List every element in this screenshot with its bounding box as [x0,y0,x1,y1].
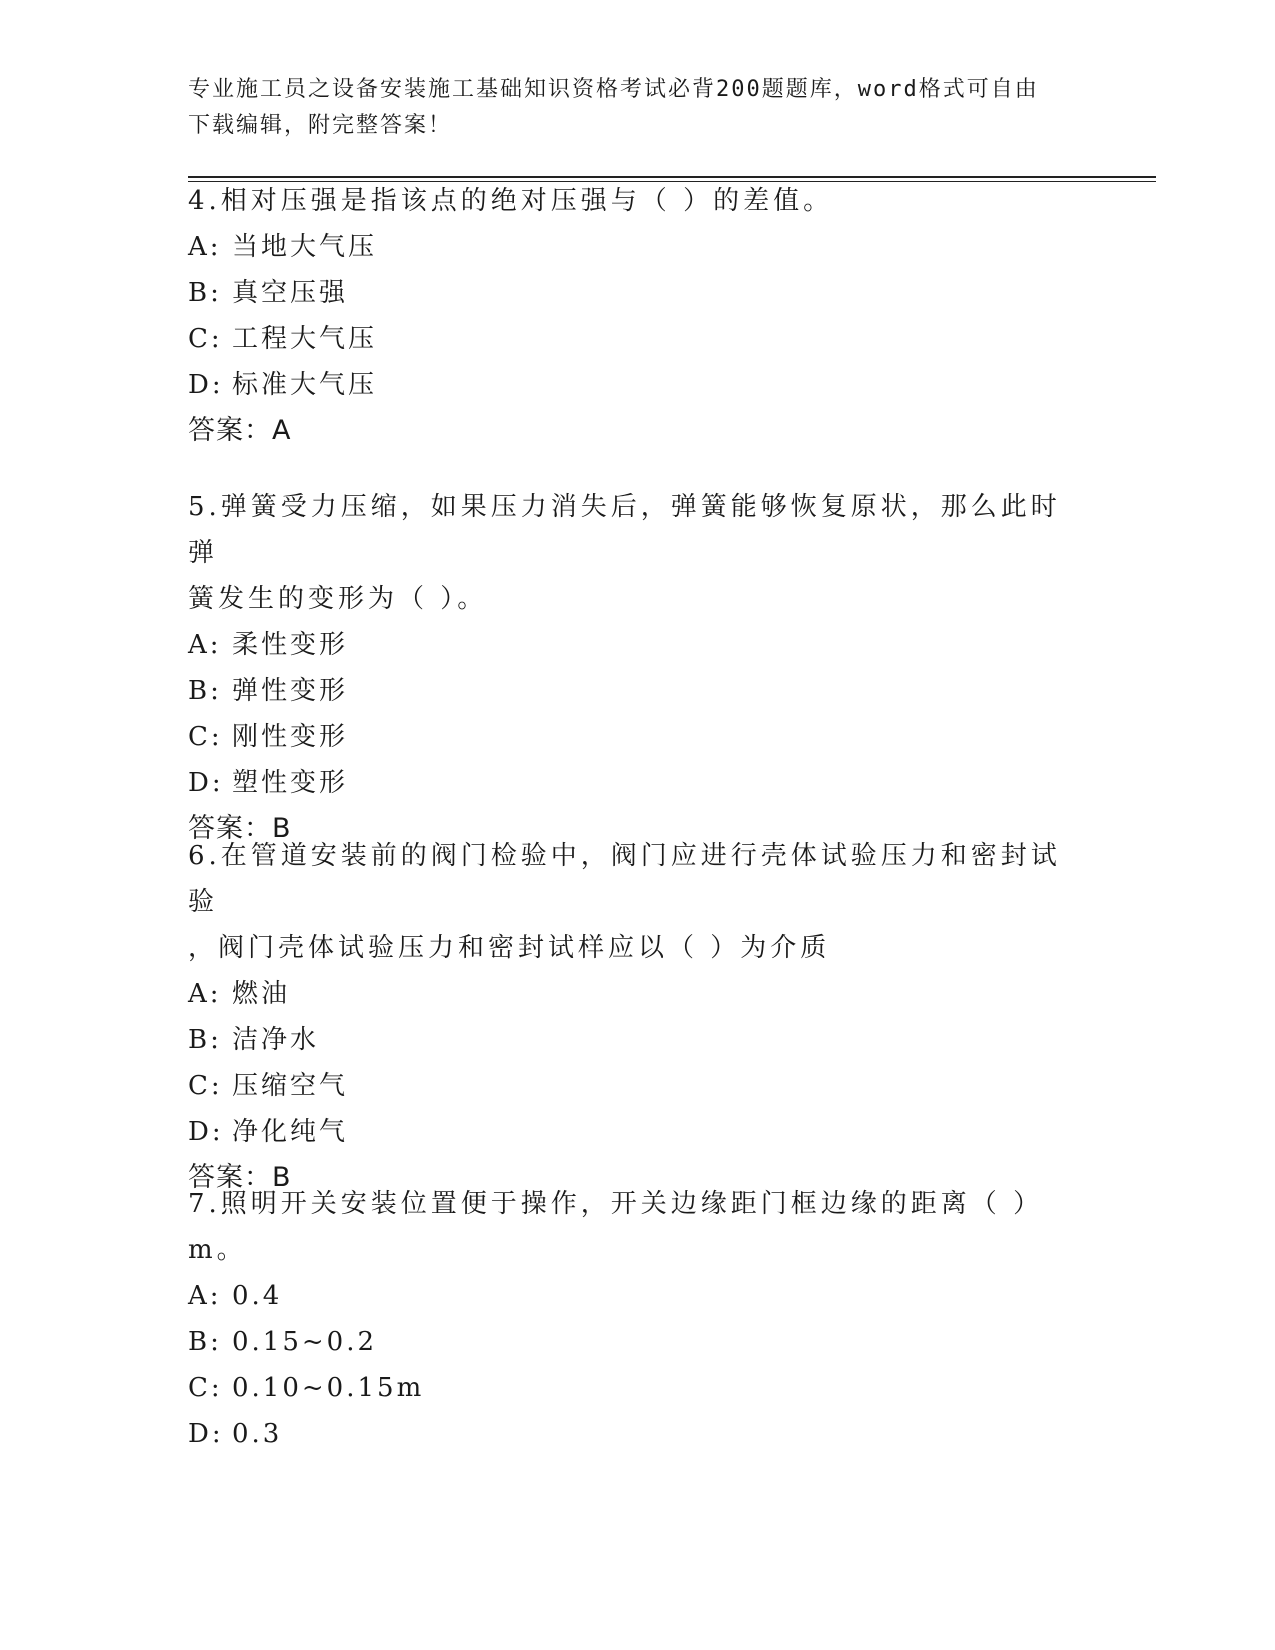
question-stem-line: 5.弹簧受力压缩，如果压力消失后，弹簧能够恢复原状，那么此时弹 [188,492,1061,568]
question-stem [188,484,1088,622]
option-letter: B: [188,1025,222,1055]
option-letter: B: [188,1327,222,1357]
option-text: 0.15~0.2 [232,1327,378,1357]
option-text: 0.4 [232,1281,283,1311]
option-b [188,1319,1088,1365]
option-text: 0.10~0.15m [232,1373,425,1403]
option-text: 真空压强 [232,278,349,308]
question-7 [188,1181,1088,1457]
option-d [188,362,1088,408]
question-stem [188,1181,1088,1273]
question-stem-line: 7.照明开关安装位置便于操作，开关边缘距门框边缘的距离（ ）m。 [188,1189,1044,1265]
option-b [188,668,1088,714]
option-c [188,714,1088,760]
option-d [188,1109,1088,1155]
question-stem-line: 4.相对压强是指该点的绝对压强与（ ）的差值。 [188,186,834,216]
option-c [188,1063,1088,1109]
option-c [188,316,1088,362]
question-6 [188,833,1088,1201]
option-text: 柔性变形 [232,630,349,660]
option-letter: A: [188,232,222,262]
option-text: 塑性变形 [232,768,349,798]
option-a [188,224,1088,270]
option-letter: A: [188,979,222,1009]
option-text: 0.3 [232,1419,283,1449]
option-letter: D: [188,370,224,400]
option-c [188,1365,1088,1411]
option-text: 燃油 [232,979,291,1009]
option-letter: C: [188,1071,223,1101]
question-stem-line: 6.在管道安装前的阀门检验中，阀门应进行壳体试验压力和密封试验 [188,841,1061,917]
option-text: 刚性变形 [232,722,349,752]
document-header [188,72,1068,144]
answer-line: 答案：A [188,415,292,446]
option-b [188,1017,1088,1063]
option-letter: B: [188,278,222,308]
option-text: 当地大气压 [232,232,378,262]
option-a [188,971,1088,1017]
option-d [188,1411,1088,1457]
option-a [188,1273,1088,1319]
option-text: 弹性变形 [232,676,349,706]
option-letter: A: [188,1281,222,1311]
option-text: 标准大气压 [232,370,378,400]
option-text: 洁净水 [232,1025,320,1055]
option-letter: A: [188,630,222,660]
header-line-2: 下载编辑，附完整答案！ [188,113,453,138]
option-text: 压缩空气 [232,1071,349,1101]
option-letter: C: [188,722,223,752]
question-stem [188,833,1088,971]
option-letter: C: [188,324,223,354]
option-letter: B: [188,676,222,706]
question-stem [188,178,1088,224]
option-letter: D: [188,1117,224,1147]
question-stem-line: ，阀门壳体试验压力和密封试样应以（ ）为介质 [188,933,831,963]
answer-line: 答案：B [188,813,292,844]
option-text: 净化纯气 [232,1117,349,1147]
question-4 [188,178,1088,454]
header-line-1: 专业施工员之设备安装施工基础知识资格考试必背200题题库，word格式可自由 [188,77,1039,102]
option-letter: C: [188,1373,223,1403]
option-letter: D: [188,768,224,798]
option-text: 工程大气压 [232,324,378,354]
option-a [188,622,1088,668]
option-b [188,270,1088,316]
option-d [188,760,1088,806]
option-letter: D: [188,1419,224,1449]
question-stem-line: 簧发生的变形为（ ）。 [188,584,488,614]
answer-line: 答案：B [188,1162,292,1193]
question-5 [188,484,1088,852]
